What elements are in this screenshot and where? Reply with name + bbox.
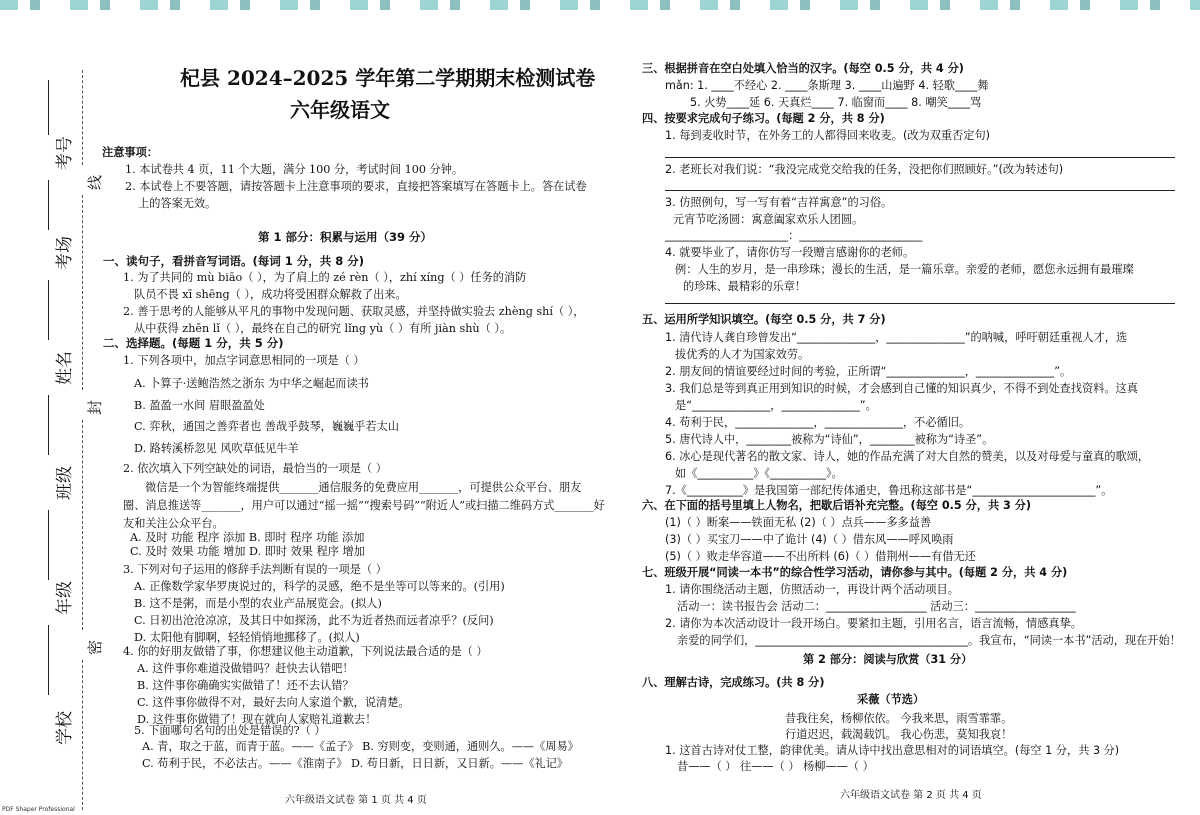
question-line: 微信是一个为智能终端提供_______通信服务的免费应用_______，可提供公众平台、朋友: [145, 481, 582, 494]
question-line: (3)（ ）买宝刀——中了诡计 (4)（ ）借东风——呼风唤雨: [665, 533, 954, 546]
mi-mark: 密: [86, 639, 104, 655]
school-label: 学校: [55, 711, 75, 745]
question-line: (1)（ ）断案——铁面无私 (2)（ ）点兵——多多益善: [665, 516, 932, 529]
option-line: A. 及时 功能 程序 添加 B. 即时 程序 功能 添加: [130, 531, 365, 544]
option-line: A. 这件事你难道没做错吗？赶快去认错吧！: [137, 662, 354, 675]
section-heading: 五、运用所学知识填空。(每空 0.5 分，共 7 分): [642, 313, 886, 326]
option-line: D. 路转溪桥忽见 风吹草低见牛羊: [134, 442, 299, 455]
question-line: 2. 请你为本次活动设计一段开场白。要紧扣主题，引用名言，语言流畅，情感真挚。: [665, 617, 1082, 630]
example-line: 元宵节吃汤圆：寓意阖家欢乐人团圆。: [673, 213, 864, 226]
class-label: 班级: [55, 466, 75, 500]
answer-line: [665, 303, 1175, 304]
room-label: 考场: [55, 236, 75, 270]
question-line: 2. 朋友间的情谊要经过时间的考验，正所谓“______________，______________”。: [665, 365, 1072, 378]
answer-line: [665, 190, 1175, 191]
question-line: 2. 善于思考的人能够从平凡的事物中发现问题、获取灵感，并坚持做实验去 zhèng shí（ ），: [123, 305, 585, 318]
option-line: C. 这件事你做得不对，最好去向人家道个歉，说清楚。: [137, 696, 410, 709]
exam-title: 杞县 2024–2025 学年第二学期期末检测试卷: [180, 66, 596, 90]
option-line: C. 及时 效果 功能 增加 D. 即时 效果 程序 增加: [130, 545, 365, 558]
question-line: 7.《__________》是我国第一部纪传体通史，鲁迅称这部书是“______________________”。: [665, 484, 1113, 497]
section-heading: 八、理解古诗，完成练习。(共 8 分): [642, 676, 825, 689]
question-line: 4. 就要毕业了，请你仿写一段赠言感谢你的老师。: [665, 246, 915, 259]
question-line: 圈、消息推送等_______，用户可以通过“摇一摇”“搜索号码”“附近人”或扫描二维码方式_______好: [123, 499, 605, 512]
question-line: 4. 苟利于民，______________，______________，不必循旧。: [665, 416, 971, 429]
question-line: 拔优秀的人才为国家效劳。: [675, 348, 810, 361]
question-line: 4. 你的好朋友做错了事，你想建议他主动道歉，下列说法最合适的是（ ）: [123, 645, 488, 658]
option-line: B. 这不是粥，而是小型的农业产品展览会。(拟人): [134, 597, 382, 610]
xian-mark: 线: [86, 174, 104, 190]
name-label: 姓名: [55, 351, 75, 385]
question-line: 5. 唐代诗人中，________被称为“诗仙”，________被称为“诗圣”。: [665, 433, 994, 446]
question-line: mǎn: 1. ____不经心 2. ____条斯理 3. ____山遍野 4. 轻歌____舞: [665, 79, 989, 92]
question-line: 6. 冰心是现代著名的散文家、诗人，她的作品充满了对大自然的赞美，以及对母爱与童真的歌颂，: [665, 450, 1150, 463]
option-line: C. 苟利于民，不必法古。——《淮南子》 D. 苟日新，日日新，又日新。——《礼记》: [142, 757, 569, 770]
section-heading: 二、选择题。(每题 1 分，共 5 分): [103, 336, 284, 350]
exam-no-label: 考号: [55, 136, 75, 170]
watermark: PDF Shaper Professional: [2, 806, 75, 813]
note-line: 2. 本试卷上不要答题，请按答题卡上注意事项的要求，直接把答案填写在答题卡上。答在试卷: [125, 180, 587, 193]
example-line: 的珍珠、最精彩的乐章！: [683, 280, 807, 293]
question-line: 1. 为了共同的 mù biāo（ ），为了肩上的 zé rèn（ ），zhí xíng（ ）任务的消防: [123, 271, 527, 284]
question-line: (5)（ ）败走华容道——不出所料 (6)（ ）借荆州——有借无还: [665, 550, 976, 563]
section-heading: 四、按要求完成句子练习。(每题 2 分，共 8 分): [642, 112, 885, 125]
question-line: 友和关注公众平台。: [123, 517, 224, 530]
question-line: 1. 清代诗人龚自珍曾发出“______________，______________”的呐喊，呼吁朝廷重视人才，选: [665, 331, 1128, 344]
option-line: C. 弈秋，通国之善弈者也 善哉乎鼓琴，巍巍乎若太山: [134, 420, 399, 433]
question-line: 5. 火势____延 6. 天真烂____ 7. 临窗而____ 8. 嘲笑____骂: [690, 96, 982, 109]
question-line: 是“______________，______________”。: [675, 399, 877, 412]
option-line: B. 这件事你确确实实做错了！还不去认错？: [137, 679, 354, 692]
option-line: D. 太阳他有脚啊，轻轻悄悄地挪移了。(拟人): [134, 631, 360, 644]
option-line: D. 这件事你做错了！现在就向人家赔礼道歉去！: [137, 713, 377, 726]
question-line: 亲爱的同学们，______________________________________。我宣布，“同读一本书”活动，现在开始！: [677, 634, 1181, 647]
option-line: A. 卜算子·送鲍浩然之浙东 为中华之崛起而读书: [134, 377, 369, 390]
option-line: A. 正像数学家华罗庚说过的，科学的灵感，绝不是坐等可以等来的。(引用): [134, 580, 505, 593]
page-footer: 六年级语文试卷 第 2 页 共 4 页: [840, 790, 982, 801]
question-line: 从中获得 zhēn lǐ（ ），最终在自己的研究 lǐng yù（ ）有所 jiàn shù（ ）。: [134, 322, 512, 335]
poem-line: 昔我往矣，杨柳依依。 今我来思，雨雪霏霏。: [785, 712, 1013, 725]
question-line: 1. 这首古诗对仗工整，韵律优美。请从诗中找出意思相对的词语填空。(每空 1 分，共 3 分): [665, 744, 1120, 757]
note-line: 1. 本试卷共 4 页，11 个大题，满分 100 分，考试时间 100 分钟。: [125, 163, 464, 176]
option-line: B. 盈盈一水间 眉眼盈盈处: [134, 399, 265, 412]
notes-heading: 注意事项：: [102, 146, 158, 159]
poem-line: 行道迟迟，载渴载饥。 我心伤悲，莫知我哀！: [785, 728, 1013, 741]
section-heading: 三、根据拼音在空白处填入恰当的汉字。(每空 0.5 分，共 4 分): [642, 62, 964, 75]
note-line: 上的答案无效。: [138, 197, 217, 210]
feng-mark: 封: [86, 399, 104, 415]
section-heading: 一、读句子，看拼音写词语。(每词 1 分，共 8 分): [103, 254, 365, 268]
example-line: 例：人生的岁月，是一串珍珠；漫长的生活，是一篇乐章。亲爱的老师，愿您永远拥有最璀璨: [675, 263, 1134, 276]
question-line: 2. 老班长对我们说：“我没完成党交给我的任务，没把你们照顾好。”(改为转述句): [665, 163, 1064, 176]
grade-label: 年级: [55, 581, 75, 615]
option-line: C. 日初出沧沧凉凉，及其日中如探汤，此不为近者热而远者凉乎？(反问): [134, 614, 494, 627]
option-line: A. 青，取之于蓝，而青于蓝。——《孟子》 B. 穷则变，变则通，通则久。——《周易》: [142, 740, 579, 753]
question-line: 1. 每到麦收时节，在外务工的人都得回来收麦。(改为双重否定句): [665, 129, 991, 142]
right-page: [625, 0, 1200, 815]
question-line: 3. 仿照例句，写一写有着“吉祥寓意”的习俗。: [665, 196, 893, 209]
section-heading: 七、班级开展“同读一本书”的综合性学习活动，请你参与其中。(每题 2 分，共 4 分): [642, 566, 1068, 579]
answer-line: [665, 157, 1175, 158]
answer-blank: ______________________：______________________: [665, 229, 923, 242]
question-line: 3. 我们总是等到真正用到知识的时候，才会感到自己懂的知识真少，不得不到处查找资料。这真: [665, 382, 1138, 395]
question-line: 活动一：读书报告会 活动二：__________________ 活动三：__________________: [677, 600, 1076, 613]
question-line: 2. 依次填入下列空缺处的词语，最恰当的一项是（ ）: [123, 462, 387, 475]
part1-heading: 第 1 部分：积累与运用（39 分）: [258, 230, 433, 244]
question-line: 5. 下面哪句名句的出处是错误的?（ ）: [134, 724, 326, 737]
question-line: 如《__________》《__________》。: [675, 467, 843, 480]
poem-title: 采薇（节选）: [857, 693, 925, 706]
question-line: 队员不畏 xī shēng（ ），成功将受困群众解救了出来。: [134, 288, 407, 301]
section-heading: 六、在下面的括号里填上人物名，把歇后语补充完整。(每空 0.5 分，共 3 分): [642, 499, 1032, 512]
exam-subtitle: 六年级语文: [290, 98, 390, 122]
question-line: 3. 下列对句子运用的修辞手法判断有误的一项是（ ）: [123, 563, 387, 576]
question-line: 昔——（ ） 往——（ ） 杨柳——（ ）: [677, 760, 874, 773]
question-line: 1. 下列各项中，加点字词意思相同的一项是（ ）: [123, 354, 365, 367]
question-line: 1. 请你围绕活动主题，仿照活动一，再设计两个活动项目。: [665, 583, 959, 596]
page-footer: 六年级语文试卷 第 1 页 共 4 页: [285, 795, 427, 806]
part2-heading: 第 2 部分：阅读与欣赏（31 分）: [803, 653, 973, 666]
